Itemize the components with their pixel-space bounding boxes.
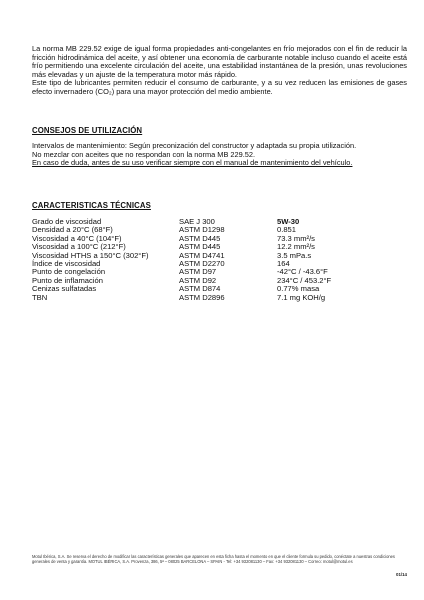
spec-value: 3.5 mPa.s	[277, 250, 312, 260]
spec-method: ASTM D1298	[179, 225, 225, 235]
intro-paragraph-1: La norma MB 229.52 exige de igual forma propiedades anti-congelantes en frío mejorados con el fin de reducir la fricción hidrodinámica del aceite, y así obtener una economía de carburante notable incluso cuando el aceite está frío permitiendo una excelente circulación del aceite, una estabilidad instantánea de la presión, unas revoluciones más elevadas y un ajuste de la temperatura motor más rápido.	[32, 44, 407, 79]
spec-method: ASTM D2270	[179, 259, 225, 269]
footer-line-1: Motul Ibérica, S.A. Se reserva el derecho de modificar las características generales que aparecen en esta ficha hasta el momento en que el cliente formula su pedido, conéctate a nuestras condiciones	[32, 554, 395, 559]
spec-value: 0.77% masa	[277, 284, 320, 294]
consejos-line-2: No mezclar con aceites que no respondan con la norma MB 229.52.	[32, 149, 256, 159]
spec-method: ASTM D445	[179, 242, 221, 252]
tech-heading: CARACTERISTICAS TÉCNICAS	[32, 201, 151, 210]
footer-line-2: generales de venta y garantía. MOTUL IBÉRICA, S.A. Provenza, 386, 5ª – 08025 BARCELONA – SPAIN - Tel: +34 932081130 – Fax: +34 932081130 – Correo: motul@motul.es	[32, 559, 353, 565]
table-row	[32, 294, 397, 302]
page-number: 01/14	[396, 572, 407, 577]
spec-method: ASTM D97	[179, 267, 217, 277]
spec-value: -42°C / -43.6°F	[277, 267, 328, 277]
spec-method: ASTM D874	[179, 284, 221, 294]
spec-name: Viscosidad a 100°C (212°F)	[32, 242, 126, 252]
spec-method: ASTM D92	[179, 275, 217, 285]
spec-value: 0.851	[277, 225, 297, 235]
spec-name: Grado de viscosidad	[32, 217, 102, 226]
spec-value: 12.2 mm²/s	[277, 242, 315, 252]
footer-disclaimer	[32, 554, 406, 565]
consejos-heading: CONSEJOS DE UTILIZACIÓN	[32, 126, 143, 135]
spec-name: TBN	[32, 292, 48, 302]
consejos-line-1: Intervalos de mantenimiento: Según preconización del constructor y adaptada su propia utilización.	[32, 141, 357, 150]
spec-name: Índice de viscosidad	[32, 259, 101, 269]
intro-paragraph-2: Este tipo de lubricantes permiten reducir el consumo de carburante, y a su vez reducen las emisiones de gases efecto invernadero (CO₂) para una mayor protección del medio ambiente.	[32, 78, 407, 96]
spec-value: 73.3 mm²/s	[277, 233, 315, 243]
spec-value: 7.1 mg KOH/g	[277, 292, 326, 302]
tech-specs-table	[32, 218, 397, 302]
spec-name: Viscosidad a 40°C (104°F)	[32, 233, 122, 243]
spec-value: 5W-30	[277, 217, 300, 226]
spec-name: Punto de congelación	[32, 267, 106, 277]
spec-name: Viscosidad HTHS a 150°C (302°F)	[32, 250, 149, 260]
spec-name: Densidad a 20°C (68°F)	[32, 225, 113, 235]
consejos-line-3: En caso de duda, antes de su uso verificar siempre con el manual de mantenimiento del vehículo.	[32, 158, 353, 168]
spec-name: Cenizas sulfatadas	[32, 284, 97, 294]
spec-method: ASTM D445	[179, 233, 221, 243]
spec-method: ASTM D4741	[179, 250, 225, 260]
intro-text	[32, 45, 407, 97]
spec-value: 164	[277, 259, 290, 269]
spec-method: ASTM D2896	[179, 292, 225, 302]
spec-method: SAE J 300	[179, 217, 215, 226]
spec-value: 234°C / 453.2°F	[277, 275, 332, 285]
spec-name: Punto de inflamación	[32, 275, 103, 285]
consejos-text	[32, 142, 407, 168]
